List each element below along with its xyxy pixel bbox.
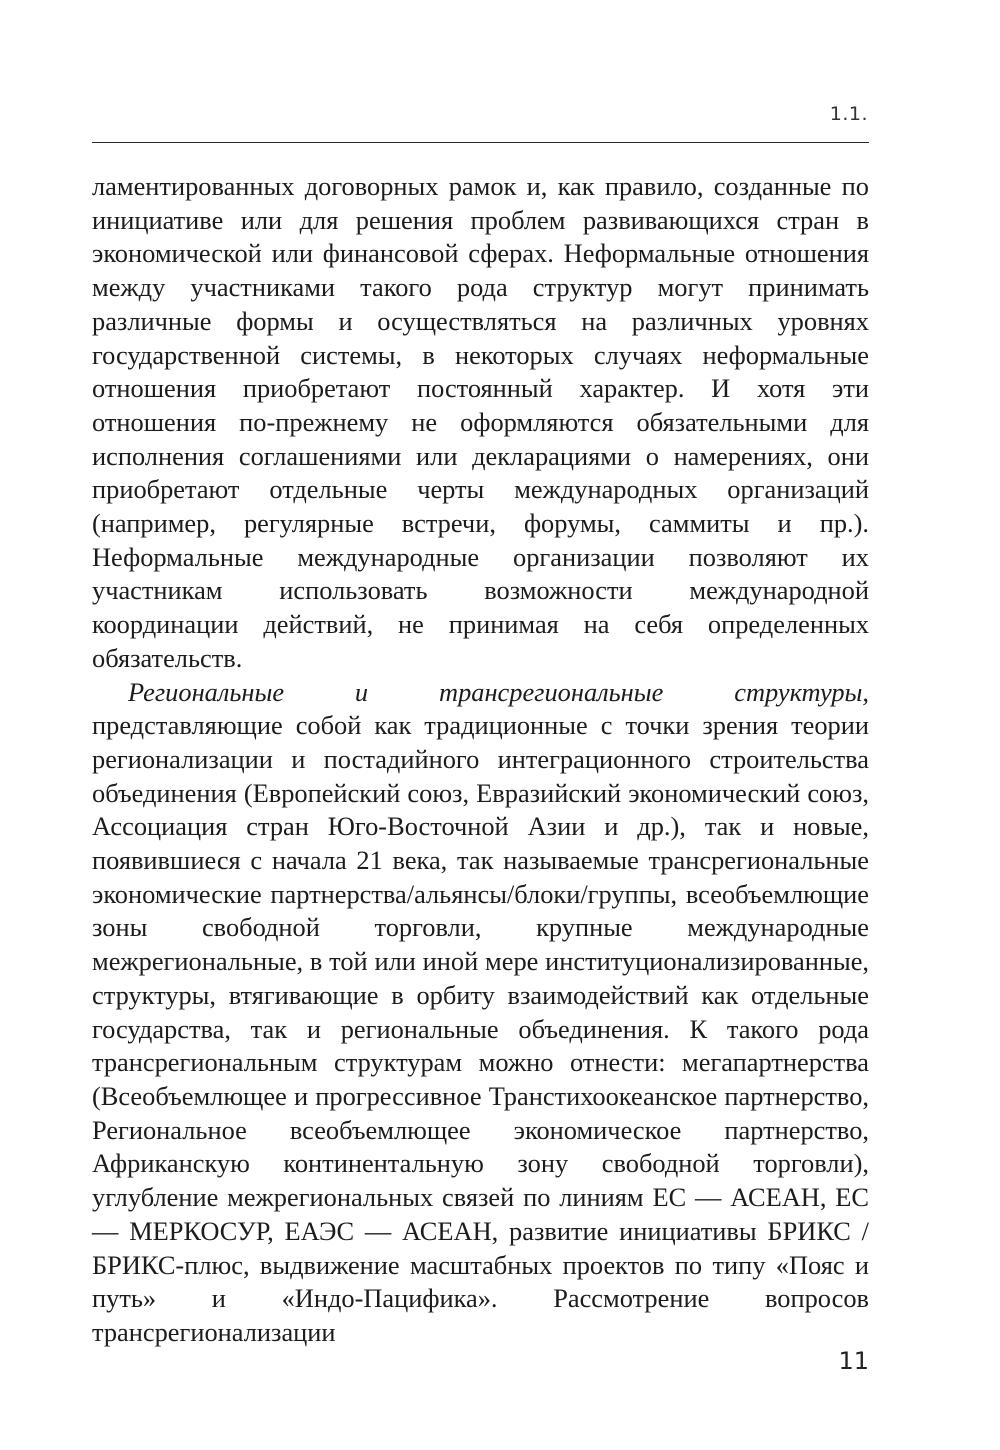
paragraph-text: представляющие собой как традиционные с точки зрения теории регионализации и постадийного интеграционного строительства объединения (Европейский союз, Евразийский экономический союз, Ассоциация стран Юго-Восточной Азии и др.), так и новые, появившиеся с начала 21 века, так называемые трансрегиональные экономические партнерства/альянсы/блоки/группы, всеобъемлющие зоны свободной торговли, крупные международные межрегиональные, в той или иной мере институционализированные, структуры, втягивающие в орбиту взаимодействий как отдельные государства, так и региональные объединения. К такого рода трансрегиональным структурам можно отнести: мегапартнерства (Всеобъемлющее и прогрессивное Транстихоокеанское партнерство, Региональное всеобъемлющее экономическое партнерство, Африканскую континентальную зону свободной торговли), углубление межрегиональных связей по линиям ЕС — АСЕАН, ЕС — МЕРКОСУР, ЕАЭС — АСЕАН, развитие инициативы БРИКС / БРИКС-плюс, выдвижение масштабных проектов по типу «Пояс и путь» и «Индо-Пацифика». Рассмотрение вопросов трансрегионализации	[92, 710, 869, 1347]
page-number: 11	[838, 1347, 869, 1375]
header-rule	[92, 142, 869, 143]
body-text	[92, 170, 869, 1350]
paragraph-continued: ламентированных договорных рамок и, как правило, созданные по инициативе или для решения проблем развивающихся стран в экономической или финансовой сферах. Неформальные отношения между участниками такого рода структур могут принимать различные формы и осуществляться на различных уровнях государственной системы, в некоторых случаях неформальные отношения приобретают постоянный характер. И хотя эти отношения по-прежнему не оформляются обязательными для исполнения соглашениями или декларациями о намерениях, они приобретают отдельные черты международных организаций (например, регулярные встречи, форумы, саммиты и пр.). Неформальные международные организации позволяют их участникам использовать возможности международной координации действий, не принимая на себя определенных обязательств.	[92, 171, 869, 673]
italic-term: Региональные и трансрегиональные структуры,	[128, 676, 869, 707]
section-number: 1.1.	[829, 103, 868, 125]
paragraph-regional-structures	[92, 676, 869, 1350]
